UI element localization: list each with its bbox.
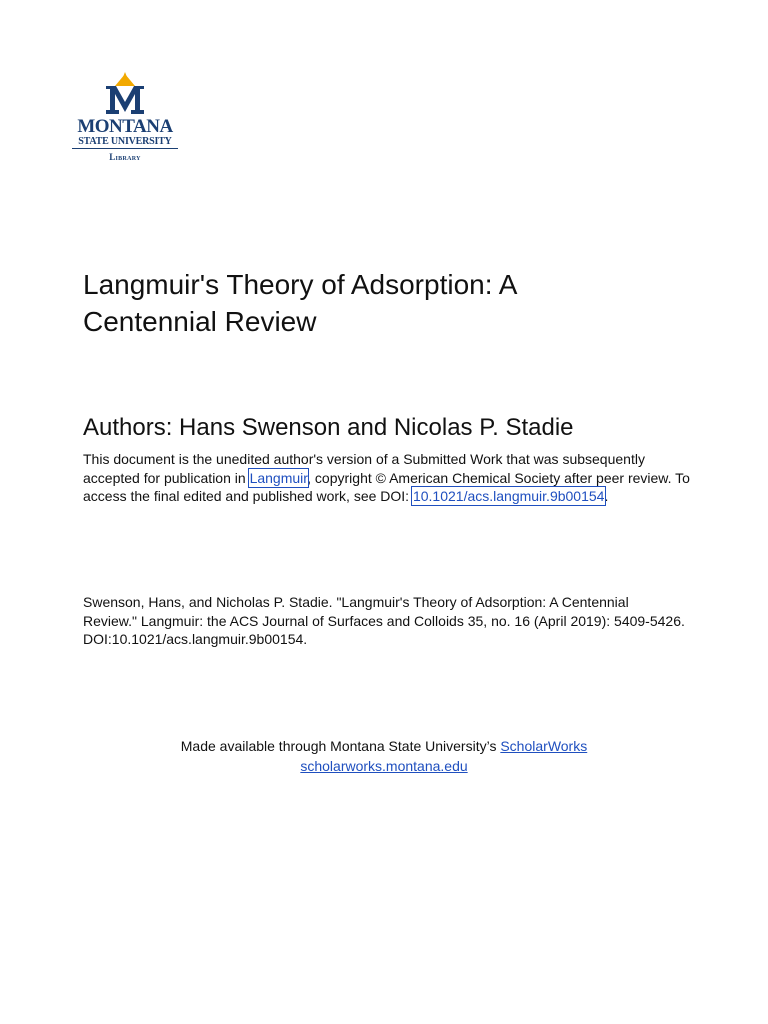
document-title	[83, 266, 683, 340]
logo-subtitle: STATE UNIVERSITY	[72, 136, 178, 149]
journal-link[interactable]: Langmuir	[249, 469, 308, 486]
footer-text: Made available through Montana State University’s	[180, 738, 497, 754]
doi-link[interactable]: 10.1021/acs.langmuir.9b00154	[412, 488, 605, 504]
authors-heading: Authors: Hans Swenson and Nicolas P. Stadie	[83, 414, 574, 441]
note-text-3: .	[604, 488, 609, 504]
logo-name: MONTANA	[77, 116, 173, 137]
logo-library: Library	[109, 152, 141, 162]
footer	[0, 736, 768, 776]
scholarworks-link[interactable]: ScholarWorks	[500, 738, 588, 754]
msu-m-mountain-icon	[102, 72, 148, 116]
note-text-1: This document is the unedited author's version of a Submitted Work that was subsequently accepted for publication in	[83, 451, 645, 486]
note-text-2: , copyright © American Chemical Society after peer review. To access the final edited and published work, see DOI:	[83, 469, 690, 504]
citation	[83, 593, 703, 649]
scholarworks-url-link[interactable]: scholarworks.montana.edu	[300, 758, 468, 774]
citation-line-2: Review." Langmuir: the ACS Journal of Surfaces and Colloids 35, no. 16 (April 2019): 5409-5426.	[83, 612, 685, 629]
title-line-2: Centennial Review	[83, 306, 317, 337]
msu-library-logo	[72, 72, 178, 164]
title-line-1: Langmuir's Theory of Adsorption: A	[83, 269, 518, 300]
version-note	[83, 450, 703, 506]
citation-line-1: Swenson, Hans, and Nicholas P. Stadie. "Langmuir's Theory of Adsorption: A Centennial	[83, 594, 629, 610]
citation-line-3: DOI:10.1021/acs.langmuir.9b00154.	[83, 631, 308, 647]
